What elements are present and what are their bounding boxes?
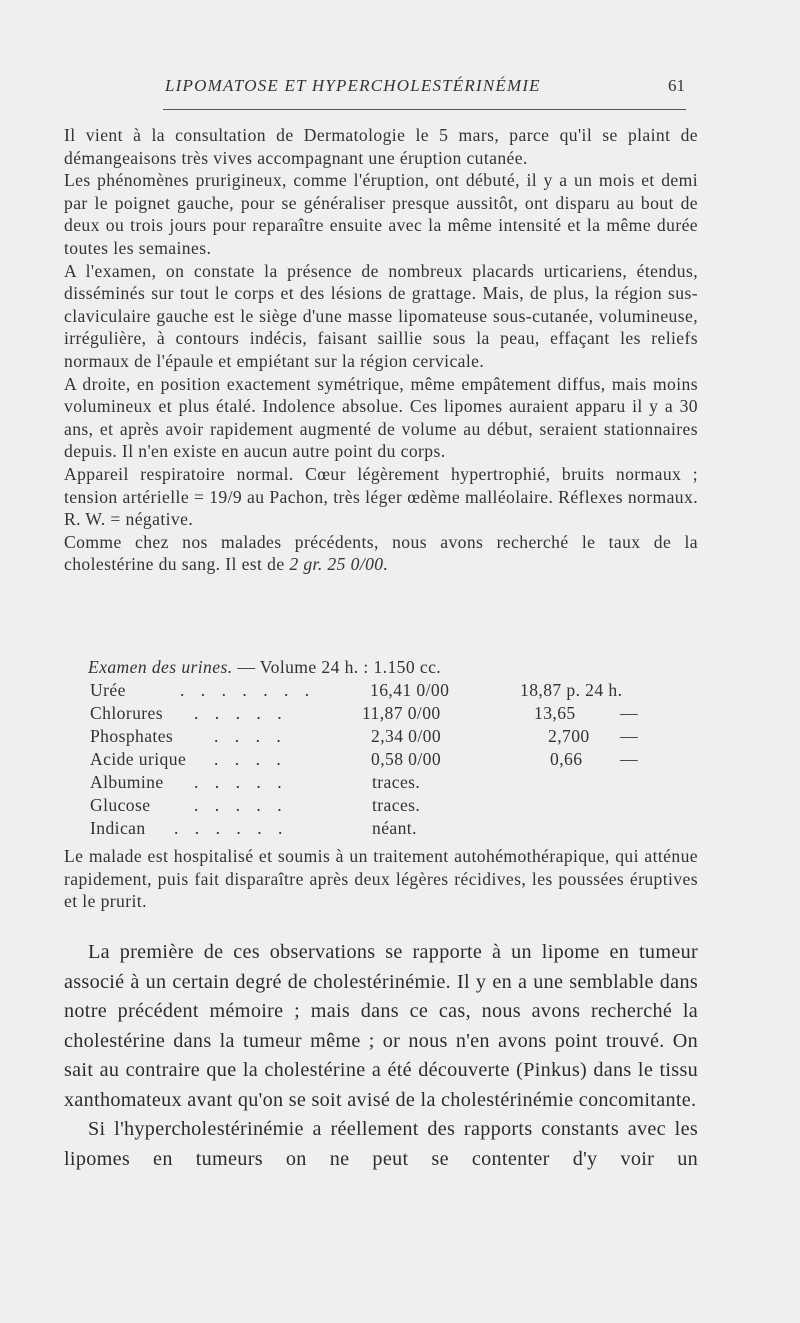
case-paragraph-cardio: Appareil respiratoire normal. Cœur légèrement hypertrophié, bruits normaux ; tension artérielle = 19/9 au Pachon, très léger œdème malléolaire. Réflexes normaux. R. W. = négative.	[64, 463, 698, 530]
urine-row-name: Urée	[90, 680, 126, 700]
urine-row-value: 0,58 0/00	[371, 749, 442, 769]
urine-row-dots: . . . .	[214, 726, 287, 746]
urine-heading	[88, 656, 441, 679]
urine-row-value: 11,87 0/00	[362, 703, 441, 723]
urine-row	[90, 771, 710, 794]
urine-row-name: Acide urique	[90, 749, 187, 769]
running-header	[165, 76, 685, 102]
urine-row-value: 2,34 0/00	[371, 726, 442, 746]
urine-row-value: traces.	[372, 772, 421, 792]
urine-row-name: Albumine	[90, 772, 164, 792]
urine-row-daily: 2,700	[548, 726, 590, 746]
urine-row-daily: 13,65	[534, 703, 576, 723]
urine-row-dash: —	[620, 703, 638, 723]
hospital-paragraph: Le malade est hospitalisé et soumis à un traitement autohémothérapique, qui atténue rapidement, puis fait disparaître après deux légères récidives, les poussées éruptives et le prurit.	[64, 846, 698, 912]
urine-volume: — Volume 24 h. : 1.150 cc.	[237, 657, 442, 677]
case-paragraph-cholesterol	[64, 531, 698, 576]
urine-row	[90, 748, 710, 771]
urine-row-name: Indican	[90, 818, 146, 838]
urine-row-name: Phosphates	[90, 726, 174, 746]
case-text	[64, 124, 698, 576]
running-title: LIPOMATOSE ET HYPERCHOLESTÉRINÉMIE	[165, 76, 541, 95]
urine-row-dash: —	[620, 726, 638, 746]
urine-row-dots: . . . . .	[194, 795, 288, 815]
hospital-text	[64, 845, 698, 913]
page-number: 61	[668, 76, 685, 95]
urine-row-dots: . . . .	[214, 749, 287, 769]
urine-row	[90, 725, 710, 748]
case-paragraph-history: Les phénomènes prurigineux, comme l'éruption, ont débuté, il y a un mois et demi par le poignet gauche, pour se généraliser presque aussitôt, ont disparu au bout de deux ou trois jours pour reparaître ensuite avec la même intensité et la même durée toutes les semaines.	[64, 170, 698, 258]
case-paragraph-exam: A l'examen, on constate la présence de nombreux placards urticariens, étendus, disséminés sur tout le corps et des lésions de grattage. Mais, de plus, la région sus-claviculaire gauche est le siège d'une masse lipomateuse sous-cutanée, volumineuse, irrégulière, à contours indécis, faisant saillie sous la peau, effaçant les reliefs normaux de l'épaule et empiétant sur la région cervicale.	[64, 260, 698, 371]
case-paragraph-right-side: A droite, en position exactement symétrique, même empâtement diffus, mais moins volumineux et plus étalé. Indolence absolue. Ces lipomes auraient apparu il y a 30 ans, et après avoir rapidement augmenté de volume au début, seraient stationnaires depuis. Il n'en existe en aucun autre point du corps.	[64, 373, 698, 462]
urine-row	[90, 679, 710, 702]
urine-row	[90, 794, 710, 817]
cholesterol-text: Comme chez nos malades précédents, nous avons recherché le taux de la cholestérine du sang. Il est de	[64, 531, 698, 575]
urine-row-daily: 0,66	[550, 749, 583, 769]
urine-row-value: 16,41 0/00	[370, 680, 450, 700]
urine-row-value: néant.	[372, 818, 417, 838]
urine-row-dots: . . . . .	[194, 772, 288, 792]
cholesterol-value: 2 gr. 25 0/00.	[289, 554, 389, 575]
urine-row-dots: . . . . . .	[174, 818, 289, 838]
discussion-text	[64, 938, 698, 1174]
urine-row-dots: . . . . .	[194, 703, 288, 723]
urine-row-name: Glucose	[90, 795, 151, 815]
urine-row-name: Chlorures	[90, 703, 163, 723]
case-paragraph-consultation: Il vient à la consultation de Dermatologie le 5 mars, parce qu'il se plaint de démangeaisons très vives accompagnant une éruption cutanée.	[64, 125, 698, 168]
discussion-paragraph-first: La première de ces observations se rapporte à un lipome en tumeur associé à un certain degré de cholestérinémie. Il y en a une semblable dans notre précédent mémoire ; mais dans ce cas, nous avons recherché la cholestérine dans la tumeur même ; or nous n'en avons point trouvé. On sait au contraire que la cholestérine a été découverte (Pinkus) dans le tissu xanthomateux avant qu'on se soit avisé de la cholestérinémie concomitante.	[64, 941, 698, 1111]
urine-row-dash: —	[620, 749, 638, 769]
discussion-paragraph-second: Si l'hypercholestérinémie a réellement des rapports constants avec les lipomes en tumeurs on ne peut se contenter d'y voir un	[64, 1118, 698, 1170]
urine-heading-title: Examen des urines.	[88, 657, 233, 677]
urine-row-value: traces.	[372, 795, 421, 815]
urine-row-dots: . . . . . . .	[180, 680, 316, 700]
urine-row	[90, 702, 710, 725]
urine-row-daily: 18,87 p. 24 h.	[520, 680, 623, 700]
urine-row	[90, 817, 710, 840]
header-rule	[163, 109, 686, 110]
